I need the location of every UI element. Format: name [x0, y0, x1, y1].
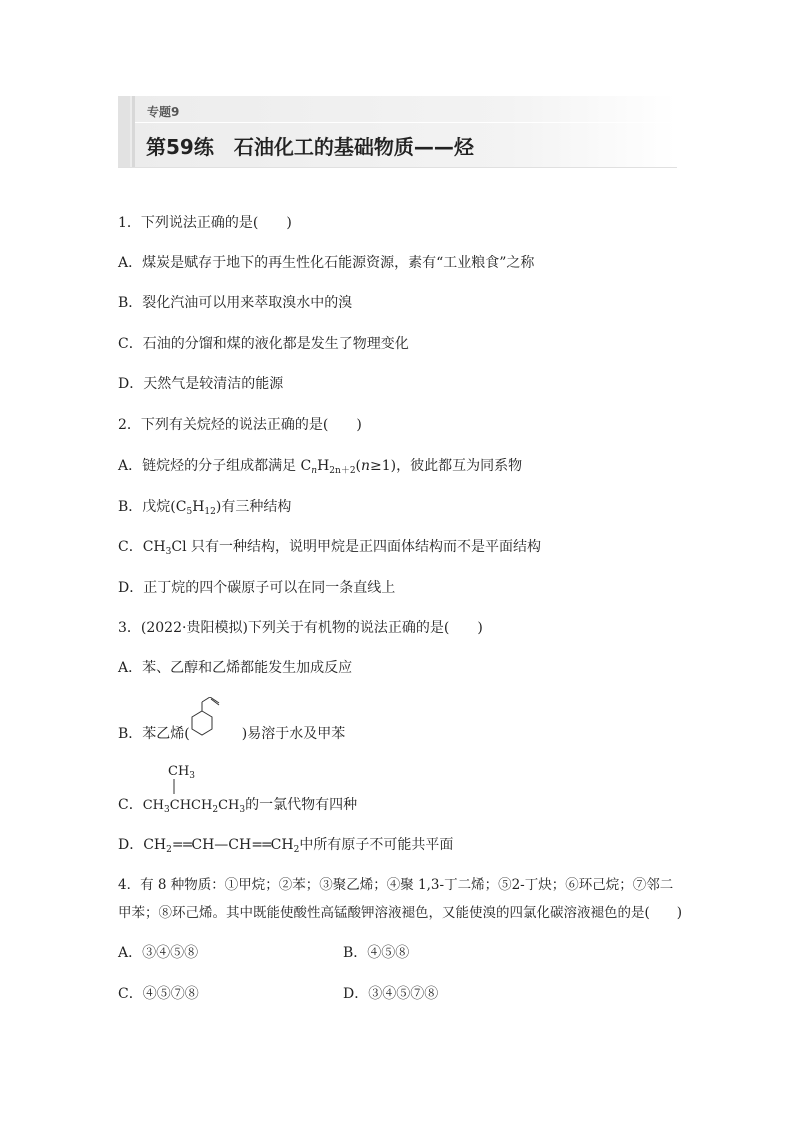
- question-2-stem: 2．下列有关烷烃的说法正确的是( ): [118, 417, 362, 433]
- question-3-stem: 3．(2022·贵阳模拟)下列关于有机物的说法正确的是( ): [118, 620, 483, 636]
- question-2-option-d: D．正丁烷的四个碳原子可以在同一条直线上: [118, 580, 396, 596]
- question-3-option-b: B．苯乙烯( )易溶于水及甲苯: [118, 726, 346, 742]
- question-3-option-d: D．$CH_2==CH—CH==CH_2$中所有原子不可能共平面: [118, 837, 454, 855]
- topic-label: 专题9: [147, 105, 180, 119]
- question-4-option-d: D．③④⑤⑦⑧: [343, 986, 439, 1002]
- question-2-option-a: A．链烷烃的分子组成都满足 $C_nH_{2n+2}(n\ge 1)$，彼此都互为同系物: [118, 458, 523, 476]
- question-1-option-b: B．裂化汽油可以用来萃取溴水中的溴: [118, 295, 353, 311]
- question-4-option-c: C．④⑤⑦⑧: [118, 986, 199, 1002]
- question-1-option-d: D．天然气是较清洁的能源: [118, 376, 284, 392]
- banner-divider: [135, 122, 677, 123]
- question-1-option-c: C．石油的分馏和煤的液化都是发生了物理变化: [118, 336, 409, 352]
- question-3-option-a: A．苯、乙醇和乙烯都能发生加成反应: [118, 660, 353, 676]
- banner-bottom-border: [118, 167, 677, 168]
- question-1-stem: 1．下列说法正确的是( ): [118, 215, 292, 231]
- question-1-option-a: A．煤炭是赋存于地下的再生性化石能源资源，素有“工业粮食”之称: [118, 255, 535, 271]
- structure-methyl-group: $CH_3$: [168, 764, 196, 781]
- question-4-option-a: A．③④⑤⑧: [118, 945, 199, 961]
- question-2-option-c: C．$CH_3Cl$ 只有一种结构，说明甲烷是正四面体结构而不是平面结构: [118, 539, 542, 557]
- question-3-option-c: C．$CH_3CHCH_2CH_3$的一氯代物有四种: [118, 797, 358, 815]
- page-title: 第59练 石油化工的基础物质——烃: [146, 135, 474, 159]
- banner-accent-line: [132, 96, 135, 168]
- question-2-option-b: B．戊烷$(C_5H_{12})$有三种结构: [118, 499, 292, 517]
- question-4-stem-line-2: 甲苯；⑧环己烯。其中既能使酸性高锰酸钾溶液褪色，又能使溴的四氯化碳溶液褪色的是( ): [118, 905, 683, 921]
- structure-bond-line-icon: [170, 779, 180, 795]
- banner-accent-bar: [118, 96, 130, 168]
- question-4-stem-line-1: 4．有 8 种物质：①甲烷；②苯；③聚乙烯；④聚 1,3-丁二烯；⑤2-丁炔；⑥环己烷；⑦邻二: [118, 877, 674, 893]
- question-4-option-b: B．④⑤⑧: [343, 945, 410, 961]
